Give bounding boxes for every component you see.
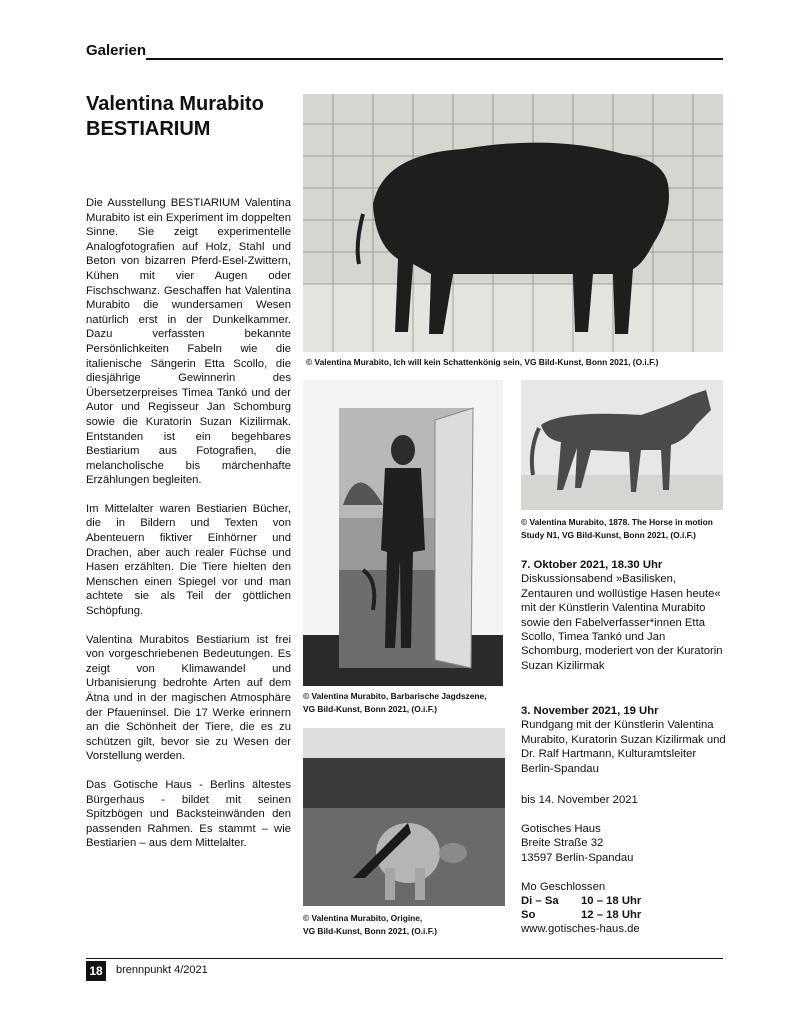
- paragraph: Das Gotische Haus - Berlins ältestes Bürgerhaus - bildet mit seinen Spitzbögen und Backsteinwänden den passenden Rahmen. Es stammt – wie Bestiarien – aus dem Mittelalter.: [86, 778, 291, 850]
- paragraph: Die Ausstellung BESTIARIUM Valentina Murabito ist ein Experiment im doppelten Sinne. Sie zeigt experimentelle Analogfotografien auf Holz, Stahl und Beton von bizarren Pferd-Esel-Zwittern, Kühen mit vier Augen oder Fischschwanz. Geschaffen hat Valentina Murabito die wundersamen Wesen natürlich erst in der Dunkelkammer. Dazu verfassten bekannte Persönlichkeiten Fabeln wie die italienische Sängerin Etta Scollo, die diesjährige Gewinnerin des Übersetzerpreises Timea Tankó und der Autor und Regisseur Jan Schomburg sowie die Kuratorin Suzan Kizilirmak. Entstanden ist ein begehbares Bestiarium aus Fotografien, die melancholische bis märchenhafte Erzählungen begleiten.: [86, 197, 291, 487]
- venue-address: [521, 822, 726, 865]
- article-title: [86, 92, 264, 142]
- hours-table: [521, 894, 641, 922]
- bison-photo: [303, 94, 723, 352]
- event-2-text: Rundgang mit der Künstlerin Valentina Murabito, Kuratorin Suzan Kizilirmak und Dr. Ralf Hartmann, Kulturamtsleiter Berlin-Spandau: [521, 719, 726, 775]
- hunt-caption-line2: VG Bild-Kunst, Bonn 2021, (O.i.F.): [303, 704, 438, 714]
- closed-day: Mo Geschlossen: [521, 881, 606, 893]
- origine-caption: [303, 912, 437, 938]
- venue-city: 13597 Berlin-Spandau: [521, 851, 634, 864]
- origine-caption-line2: VG Bild-Kunst, Bonn 2021, (O.i.F.): [303, 926, 438, 936]
- horse-caption: [521, 516, 713, 542]
- event-1-date: 7. Oktober 2021, 18.30 Uhr: [521, 559, 663, 571]
- paragraph: Valentina Murabitos Bestiarium ist frei von vorgeschriebenen Bedeutungen. Es zeigt von Klimawandel und Urbanisierung bedrohte Arten auf dem Ätna und in der magischen Atmosphäre der Pfaueninsel. Die 17 Werke erinnern an die Schönheit der Tiere, die es zu schützen gilt, bevor sie zu Wesen der Vorstellung werden.: [86, 633, 291, 763]
- footer-rule: [86, 958, 723, 959]
- section-label: Galerien: [86, 42, 147, 59]
- horse-caption-line2: Study N1, VG Bild-Kunst, Bonn 2021, (O.i.F.): [521, 530, 696, 540]
- opening-hours: [521, 880, 726, 937]
- hunt-caption-line1: © Valentina Murabito, Barbarische Jagdszene,: [303, 691, 487, 701]
- horse-caption-line1: © Valentina Murabito, 1878. The Horse in motion: [521, 517, 713, 527]
- hunt-scene-caption: [303, 690, 487, 716]
- paragraph: Im Mittelalter waren Bestiarien Bücher, die in Bildern und Texten von Abenteuern fiktiver Einhörner und Drachen, aber auch realer Füchse und Hasen erzählten. Die Tiere hielten den Menschen einen Spiegel vor und man achtete sie als Teil der göttlichen Schöpfung.: [86, 502, 291, 618]
- exhibition-until: bis 14. November 2021: [521, 794, 638, 806]
- hours-time: 12 – 18 Uhr: [581, 909, 642, 922]
- article-body: [86, 196, 291, 865]
- venue-name: Gotisches Haus: [521, 823, 601, 835]
- origine-photo: [303, 728, 505, 906]
- artist-name: Valentina Murabito: [86, 93, 264, 115]
- exhibition-title: BESTIARIUM: [86, 118, 211, 140]
- origine-caption-line1: © Valentina Murabito, Origine,: [303, 913, 423, 923]
- hours-day: So: [521, 909, 536, 922]
- horse-photo: [521, 380, 723, 510]
- hunt-scene-photo: [303, 380, 503, 686]
- event-2-date: 3. November 2021, 19 Uhr: [521, 705, 659, 717]
- hours-time: 10 – 18 Uhr: [581, 895, 642, 908]
- venue-street: Breite Straße 32: [521, 837, 604, 850]
- page-number: 18: [86, 961, 106, 981]
- event-1: [521, 558, 726, 673]
- header-rule: [146, 58, 723, 60]
- event-1-text: Diskussionsabend »Basilisken, Zentauren und wollüstige Hasen heute« mit der Künstlerin Valentina Murabito sowie den Fabelverfasser*innen Etta Scollo, Timea Tankó und Jan Schomburg, moderiert von der Kuratorin Suzan Kizilirmak: [521, 573, 723, 672]
- magazine-issue: brennpunkt 4/2021: [116, 964, 208, 976]
- hours-day: Di – Sa: [521, 895, 559, 908]
- hours-row: [521, 894, 641, 908]
- bison-caption: © Valentina Murabito, Ich will kein Schattenkönig sein, VG Bild-Kunst, Bonn 2021, (O.i.F.): [306, 357, 659, 367]
- website-link[interactable]: www.gotisches-haus.de: [521, 923, 640, 936]
- event-2: [521, 704, 726, 776]
- hours-row: [521, 908, 641, 922]
